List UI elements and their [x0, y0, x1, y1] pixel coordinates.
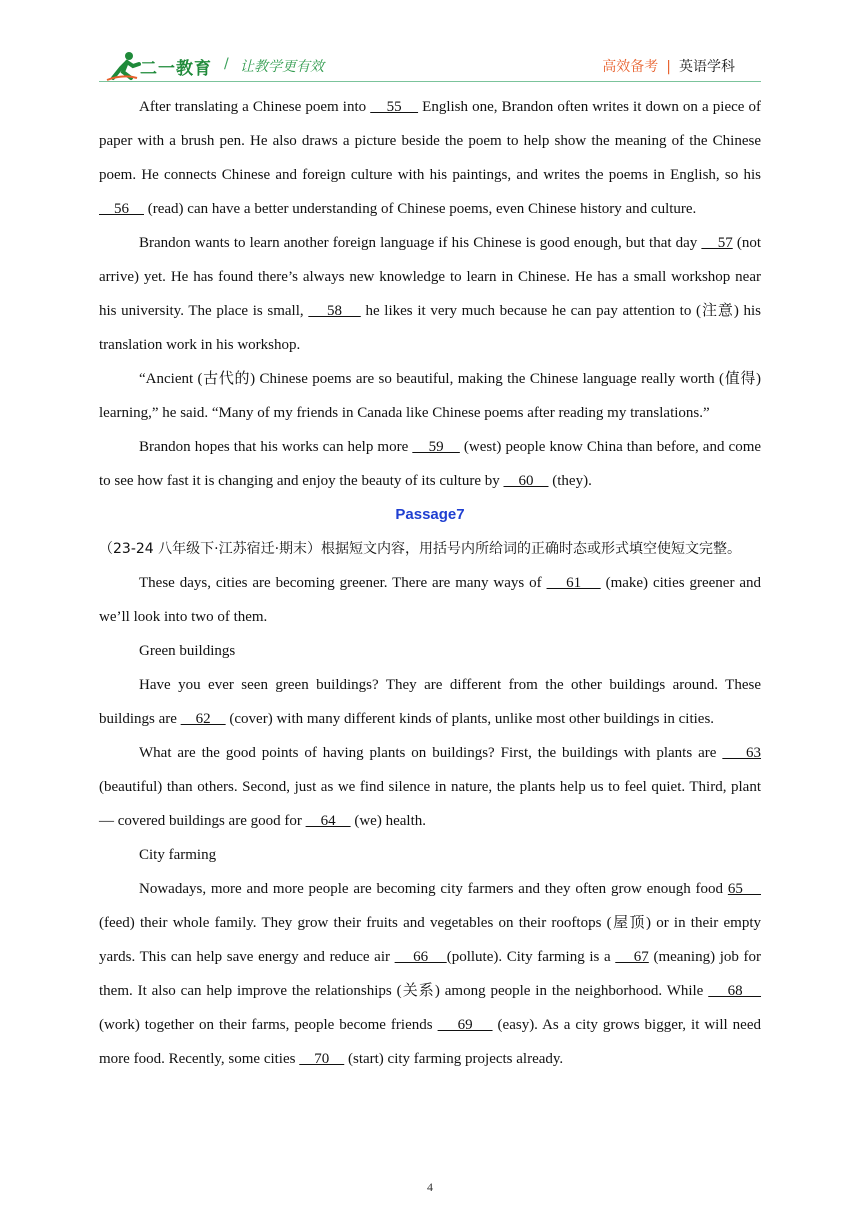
blank-66[interactable]: 66 — [394, 949, 447, 965]
blank-63[interactable]: 63 — [722, 745, 762, 761]
blank-65[interactable]: 65 — [727, 881, 761, 897]
page-number: 4 — [427, 1180, 433, 1194]
blank-59[interactable]: 59 — [412, 439, 460, 455]
paragraph: Brandon hopes that his works can help more 59 (west) people know China than before, and come to see how fast it is changing and enjoy the beauty of its culture by 60 (they). — [99, 439, 762, 489]
paragraph: Have you ever seen green buildings? They are different from the other buildings around. These buildings are 62 (cover) with many different kinds of plants, unlike most other buildings in cities. — [99, 677, 761, 727]
instruction: （23-24 八年级下·江苏宿迁·期末）根据短文内容，用括号内所给词的正确时态或形式填空使短文完整。 — [99, 541, 742, 557]
section-heading: Green buildings — [139, 643, 236, 659]
blank-68[interactable]: 68 — [708, 983, 762, 999]
header-rule — [99, 81, 761, 82]
paragraph: Brandon wants to learn another foreign language if his Chinese is good enough, but that day 57 (not arrive) yet. He has found there’s always new knowledge to learn in Chinese. He has a small workshop near his university. The place is small, 58 he likes it very much because he can pay attention to (注意) his translation work in his workshop. — [99, 235, 761, 353]
blank-58[interactable]: 58 — [308, 303, 361, 319]
header-right — [602, 56, 735, 76]
page-header — [0, 44, 860, 88]
paragraph: These days, cities are becoming greener. There are many ways of 61 (make) cities greener and we’ll look into two of them. — [99, 575, 762, 625]
blank-55[interactable]: 55 — [370, 99, 419, 115]
exam-label: 高效备考 — [602, 59, 659, 75]
blank-64[interactable]: 64 — [305, 813, 351, 829]
paragraph: What are the good points of having plants on buildings? First, the buildings with plants are 63 (beautiful) than others. Second, just as we find silence in nature, the plants help us to feel quiet. Third, plant— covered buildings are good for 64 (we) health. — [99, 745, 762, 829]
paragraph: “Ancient (古代的) Chinese poems are so beautiful, making the Chinese language really worth (值得) learning,” he said. “Many of my friends in Canada like Chinese poems after reading my translations.” — [99, 371, 761, 421]
blank-67[interactable]: 67 — [615, 949, 649, 965]
header-slogan: 让教学更有效 — [240, 59, 324, 75]
blank-57[interactable]: 57 — [701, 235, 733, 251]
header-slash: / — [224, 56, 229, 72]
document-body — [99, 90, 761, 1076]
blank-56[interactable]: 56 — [99, 201, 144, 217]
header-separator: | — [666, 59, 671, 75]
subject-label: 英语学科 — [679, 59, 735, 75]
logo-text: 二一教育 — [140, 59, 212, 79]
paragraph: Nowadays, more and more people are becoming city farmers and they often grow enough food 65 (feed) their whole family. They grow their fruits and vegetables on their rooftops (屋顶) or in their empty yards. This can help save energy and reduce air 66 (pollute). City farming is a 67 (meaning) job for them. It also can help improve the relationships (关系) among people in the neighborhood. While 68 (work) together on their farms, people become friends 69 (easy). As a city grows bigger, it will need more food. Recently, some cities 70 (start) city farming projects already. — [99, 881, 762, 1067]
blank-60[interactable]: 60 — [503, 473, 549, 489]
section-heading: City farming — [139, 847, 217, 863]
blank-70[interactable]: 70 — [299, 1051, 345, 1067]
paragraph: After translating a Chinese poem into 55 English one, Brandon often writes it down on a piece of paper with a brush pen. He also draws a picture beside the poem to help show the meaning of the Chinese poem. He connects Chinese and foreign culture with his paintings, and writes the poems in English, so his 56 (read) can have a better understanding of Chinese poems, even Chinese history and culture. — [99, 99, 762, 217]
blank-61[interactable]: 61 — [546, 575, 601, 591]
passage-title: Passage7 — [395, 506, 465, 523]
blank-69[interactable]: 69 — [437, 1017, 493, 1033]
blank-62[interactable]: 62 — [180, 711, 226, 727]
